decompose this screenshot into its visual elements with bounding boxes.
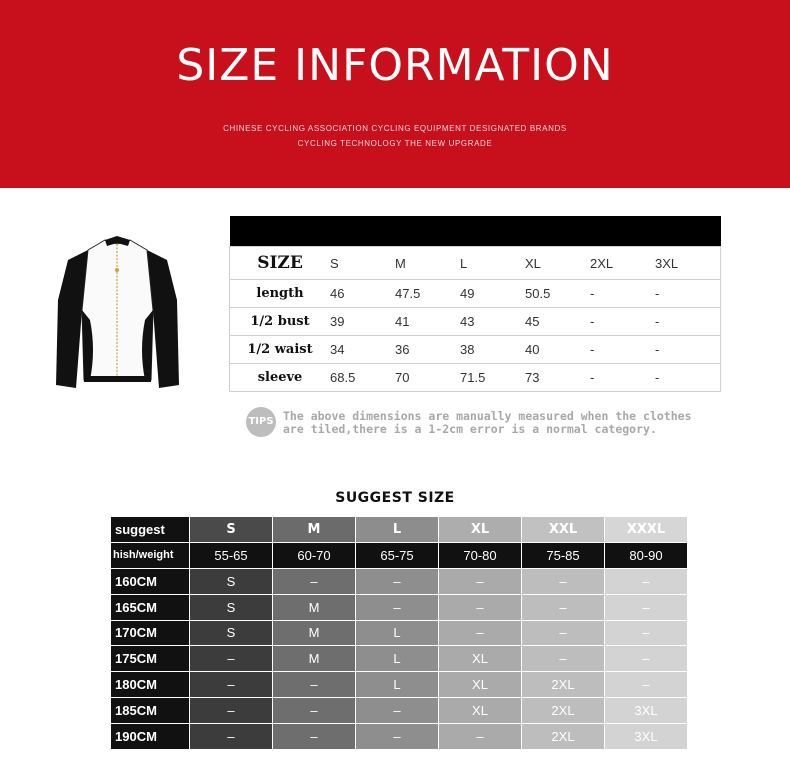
suggest-cell: – bbox=[190, 646, 272, 671]
banner-subtitle-2: CYCLING TECHNOLOGY THE NEW UPGRADE bbox=[297, 139, 493, 148]
height-weight-label: hish/weight bbox=[111, 543, 189, 568]
height-label: 180CM bbox=[111, 672, 189, 697]
suggest-cell: – bbox=[522, 595, 604, 620]
header-banner bbox=[0, 0, 790, 188]
table-cell: 34 bbox=[330, 336, 395, 364]
suggest-cell: – bbox=[273, 672, 355, 697]
suggest-cell: – bbox=[356, 698, 438, 723]
size-col-s: S bbox=[330, 247, 395, 280]
suggest-cell: 2XL bbox=[522, 698, 604, 723]
table-cell: - bbox=[590, 280, 655, 308]
size-col-2xl: 2XL bbox=[590, 247, 655, 280]
suggest-corner-label: suggest bbox=[111, 517, 189, 542]
table-cell: 71.5 bbox=[460, 364, 525, 392]
suggest-cell: – bbox=[356, 724, 438, 749]
table-cell: 38 bbox=[460, 336, 525, 364]
suggest-cell: M bbox=[273, 621, 355, 646]
table-cell: 73 bbox=[525, 364, 590, 392]
suggest-cell: 3XL bbox=[605, 698, 687, 723]
size-col-xl: XL bbox=[525, 247, 590, 280]
row-label: sleeve bbox=[230, 364, 331, 392]
suggest-cell: – bbox=[356, 569, 438, 594]
suggest-size-header: XXL bbox=[522, 517, 604, 542]
height-label: 190CM bbox=[111, 724, 189, 749]
table-cell: 49 bbox=[460, 280, 525, 308]
table-cell: - bbox=[590, 336, 655, 364]
table-header-bar bbox=[230, 216, 721, 247]
table-cell: 39 bbox=[330, 308, 395, 336]
suggest-cell: S bbox=[190, 569, 272, 594]
weight-range: 65-75 bbox=[356, 543, 438, 568]
suggest-cell: M bbox=[273, 646, 355, 671]
row-label: 1/2 bust bbox=[230, 308, 331, 336]
suggest-cell: XL bbox=[439, 672, 521, 697]
table-row bbox=[230, 280, 721, 308]
suggest-size-header: M bbox=[273, 517, 355, 542]
table-cell: - bbox=[590, 308, 655, 336]
suggest-cell: – bbox=[190, 698, 272, 723]
suggest-cell: 3XL bbox=[605, 724, 687, 749]
table-cell: - bbox=[655, 336, 721, 364]
suggest-cell: M bbox=[273, 595, 355, 620]
height-label: 185CM bbox=[111, 698, 189, 723]
suggest-cell: – bbox=[522, 646, 604, 671]
suggest-cell: – bbox=[605, 646, 687, 671]
banner-subtitle-1: CHINESE CYCLING ASSOCIATION CYCLING EQUIPMENT DESIGNATED BRANDS bbox=[223, 124, 567, 133]
suggest-cell: XL bbox=[439, 646, 521, 671]
suggest-cell: – bbox=[522, 569, 604, 594]
table-cell: - bbox=[655, 308, 721, 336]
suggest-cell: – bbox=[439, 569, 521, 594]
size-col-l: L bbox=[460, 247, 525, 280]
suggest-cell: – bbox=[439, 724, 521, 749]
table-cell: - bbox=[590, 364, 655, 392]
suggest-size-header: XXXL bbox=[605, 517, 687, 542]
table-cell: - bbox=[655, 364, 721, 392]
suggest-size-title: SUGGEST SIZE bbox=[335, 490, 455, 506]
suggest-cell: – bbox=[605, 595, 687, 620]
weight-range: 75-85 bbox=[522, 543, 604, 568]
table-cell: - bbox=[655, 280, 721, 308]
table-cell: 47.5 bbox=[395, 280, 460, 308]
size-header-label: SIZE bbox=[230, 247, 331, 280]
suggest-cell: – bbox=[273, 724, 355, 749]
suggest-size-header: XL bbox=[439, 517, 521, 542]
suggest-cell: L bbox=[356, 621, 438, 646]
height-label: 165CM bbox=[111, 595, 189, 620]
suggest-cell: – bbox=[605, 569, 687, 594]
suggest-cell: S bbox=[190, 621, 272, 646]
suggest-cell: – bbox=[190, 672, 272, 697]
suggest-cell: – bbox=[273, 698, 355, 723]
suggest-cell: L bbox=[356, 672, 438, 697]
table-cell: 40 bbox=[525, 336, 590, 364]
suggest-cell: XL bbox=[439, 698, 521, 723]
tips-line-1: The above dimensions are manually measured when the clothes bbox=[283, 409, 692, 423]
suggest-cell: – bbox=[522, 621, 604, 646]
table-row bbox=[230, 364, 721, 392]
table-header-row bbox=[230, 247, 721, 280]
weight-range: 70-80 bbox=[439, 543, 521, 568]
suggest-cell: – bbox=[605, 621, 687, 646]
table-row bbox=[230, 336, 721, 364]
suggest-cell: – bbox=[356, 595, 438, 620]
row-label: length bbox=[230, 280, 331, 308]
tips-line-2: are tiled,there is a 1-2cm error is a normal category. bbox=[283, 422, 657, 436]
suggest-size-header: S bbox=[190, 517, 272, 542]
row-label: 1/2 waist bbox=[230, 336, 331, 364]
suggest-cell: – bbox=[605, 672, 687, 697]
table-cell: 41 bbox=[395, 308, 460, 336]
suggest-cell: L bbox=[356, 646, 438, 671]
suggest-cell: – bbox=[439, 595, 521, 620]
table-cell: 43 bbox=[460, 308, 525, 336]
size-col-m: M bbox=[395, 247, 460, 280]
table-cell: 50.5 bbox=[525, 280, 590, 308]
table-cell: 45 bbox=[525, 308, 590, 336]
weight-range: 80-90 bbox=[605, 543, 687, 568]
table-row bbox=[230, 308, 721, 336]
suggest-size-header: L bbox=[356, 517, 438, 542]
size-col-3xl: 3XL bbox=[655, 247, 721, 280]
height-label: 175CM bbox=[111, 646, 189, 671]
suggest-cell: S bbox=[190, 595, 272, 620]
tips-badge-icon: TIPS bbox=[246, 407, 276, 437]
size-measurement-table bbox=[229, 216, 721, 392]
suggest-cell: 2XL bbox=[522, 672, 604, 697]
height-label: 160CM bbox=[111, 569, 189, 594]
weight-range: 55-65 bbox=[190, 543, 272, 568]
suggest-cell: – bbox=[190, 724, 272, 749]
height-label: 170CM bbox=[111, 621, 189, 646]
table-cell: 46 bbox=[330, 280, 395, 308]
tips-note bbox=[283, 410, 692, 436]
suggest-cell: – bbox=[273, 569, 355, 594]
suggest-size-table bbox=[111, 517, 682, 749]
jersey-illustration bbox=[50, 230, 185, 395]
page-title: SIZE INFORMATION bbox=[176, 40, 614, 91]
suggest-cell: – bbox=[439, 621, 521, 646]
table-cell: 68.5 bbox=[330, 364, 395, 392]
table-cell: 70 bbox=[395, 364, 460, 392]
weight-range: 60-70 bbox=[273, 543, 355, 568]
suggest-cell: 2XL bbox=[522, 724, 604, 749]
table-cell: 36 bbox=[395, 336, 460, 364]
